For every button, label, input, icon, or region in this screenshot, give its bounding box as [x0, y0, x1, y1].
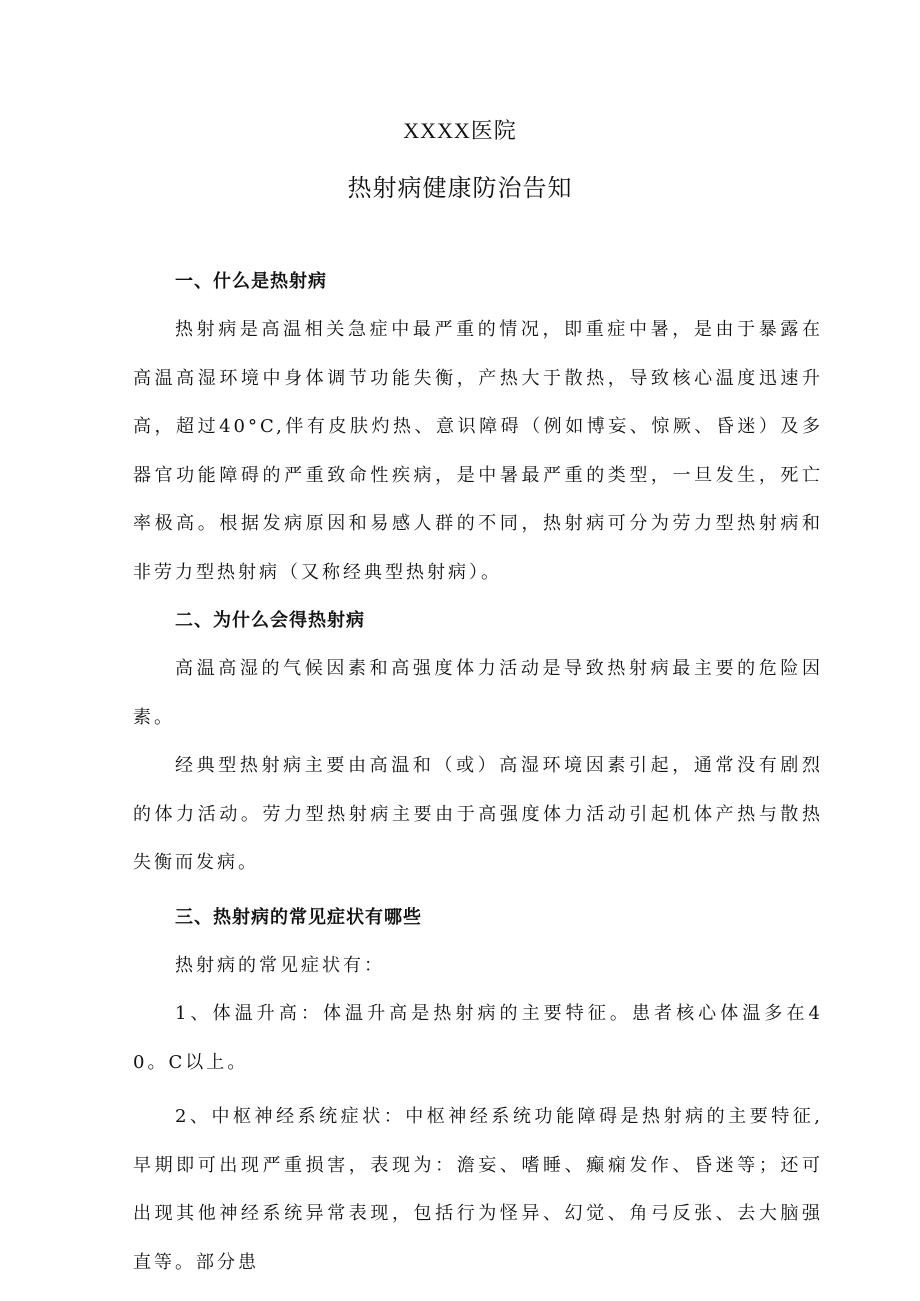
paragraph-types: 经典型热射病主要由高温和（或）高湿环境因素引起，通常没有剧烈的体力活动。劳力型热射病主要由于高强度体力活动引起机体产热与散热失衡而发病。 — [133, 755, 823, 873]
paragraph-symptom-cns: 2、中枢神经系统症状：中枢神经系统功能障碍是热射病的主要特征,早期即可出现严重损害，表现为：澹妄、嗜睡、癫痫发作、昏迷等；还可出现其他神经系统异常表现，包括行为怪异、幻觉、角弓反张、去大脑强直等。部分患 — [133, 1106, 823, 1273]
paragraph-symptoms-intro: 热射病的常见症状有： — [175, 954, 385, 976]
paragraph-risk-factors: 高温高湿的气候因素和高强度体力活动是导致热射病最主要的危险因素。 — [133, 658, 823, 728]
paragraph-symptom-fever: 1、体温升高：体温升高是热射病的主要特征。患者核心体温多在40。C以上。 — [133, 1003, 823, 1073]
paragraph-definition: 热射病是高温相关急症中最严重的情况，即重症中暑，是由于暴露在高温高湿环境中身体调节功能失衡，产热大于散热，导致核心温度迅速升高，超过40°C,伴有皮肤灼热、意识障碍（例如博妄、惊厥、昏迷）及多器官功能障碍的严重致命性疾病，是中暑最严重的类型，一旦发生，死亡率极高。根据发病原因和易感人群的不同，热射病可分为劳力型热射病和非劳力型热射病（又称经典型热射病）。 — [133, 319, 823, 583]
hospital-name: XXXX医院 — [403, 118, 517, 143]
section-heading-symptoms: 三、热射病的常见症状有哪些 — [175, 906, 422, 928]
document-title: 热射病健康防治告知 — [347, 174, 573, 202]
document-body — [133, 258, 823, 1287]
section-heading-what-is: 一、什么是热射病 — [175, 271, 327, 292]
section-heading-causes: 二、为什么会得热射病 — [175, 610, 365, 631]
